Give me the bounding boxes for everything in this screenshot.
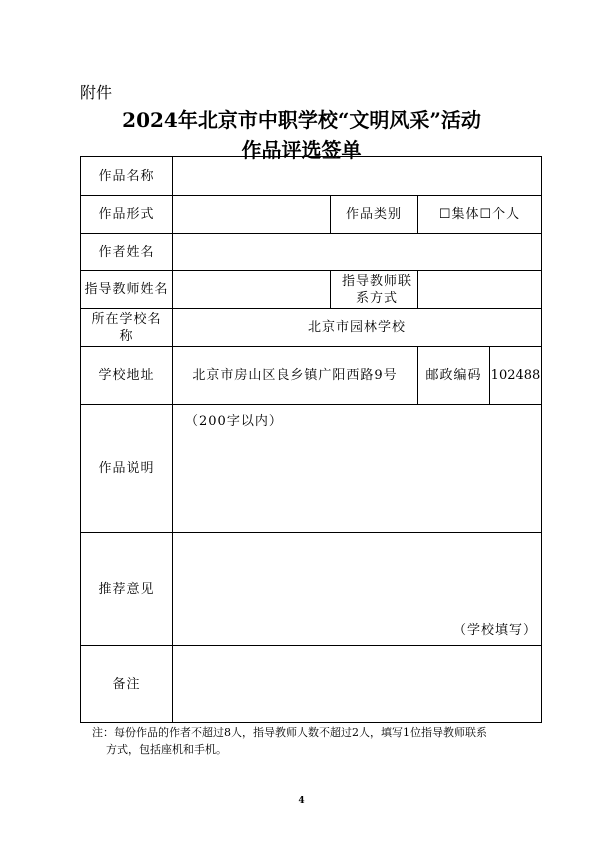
row-school-address bbox=[81, 347, 542, 405]
row-advisor bbox=[81, 271, 542, 309]
advisor-contact-label: 指导教师联系方式 bbox=[331, 271, 418, 309]
row-work-name bbox=[81, 157, 542, 196]
remarks-label: 备注 bbox=[81, 646, 173, 723]
page-number: 4 bbox=[298, 796, 305, 806]
row-author-name bbox=[81, 234, 542, 271]
description-label: 作品说明 bbox=[81, 405, 173, 533]
advisor-name-label: 指导教师姓名 bbox=[81, 271, 173, 309]
row-recommendation bbox=[81, 533, 542, 646]
recommendation-field[interactable] bbox=[173, 533, 542, 646]
author-name-label: 作者姓名 bbox=[81, 234, 173, 271]
author-name-field[interactable] bbox=[173, 234, 542, 271]
recommendation-label: 推荐意见 bbox=[81, 533, 173, 646]
row-work-form bbox=[81, 196, 542, 234]
postcode-value[interactable]: 102488 bbox=[490, 347, 542, 405]
school-address-label: 学校地址 bbox=[81, 347, 173, 405]
description-field[interactable] bbox=[173, 405, 542, 533]
advisor-name-field[interactable] bbox=[173, 271, 331, 309]
footnote bbox=[92, 724, 532, 758]
postcode-label: 邮政编码 bbox=[418, 347, 490, 405]
footnote-line-1: 注：每份作品的作者不超过8人，指导教师人数不超过2人，填写1位指导教师联系 bbox=[92, 726, 487, 739]
selection-form-table bbox=[80, 156, 542, 723]
recommendation-note: （学校填写） bbox=[452, 623, 537, 638]
work-form-field[interactable] bbox=[173, 196, 331, 234]
advisor-contact-field[interactable] bbox=[418, 271, 542, 309]
description-hint: （200字以内） bbox=[185, 414, 283, 429]
row-school-name bbox=[81, 309, 542, 347]
school-address-value[interactable]: 北京市房山区良乡镇广阳西路9号 bbox=[173, 347, 418, 405]
work-form-label: 作品形式 bbox=[81, 196, 173, 234]
row-description bbox=[81, 405, 542, 533]
school-name-label: 所在学校名称 bbox=[81, 309, 173, 347]
school-name-value[interactable]: 北京市园林学校 bbox=[173, 309, 542, 347]
attachment-label: 附件 bbox=[80, 83, 113, 102]
footnote-line-2: 方式，包括座机和手机。 bbox=[106, 743, 227, 756]
remarks-field[interactable] bbox=[173, 646, 542, 723]
row-remarks bbox=[81, 646, 542, 723]
page-title: 2024年北京市中职学校“文明风采”活动 bbox=[122, 108, 481, 132]
work-category-label: 作品类别 bbox=[331, 196, 418, 234]
work-name-label: 作品名称 bbox=[81, 157, 173, 196]
work-name-field[interactable] bbox=[173, 157, 542, 196]
work-category-options[interactable]: ☐集体☐个人 bbox=[418, 196, 542, 234]
page-subtitle: 作品评选签单 bbox=[241, 138, 362, 162]
